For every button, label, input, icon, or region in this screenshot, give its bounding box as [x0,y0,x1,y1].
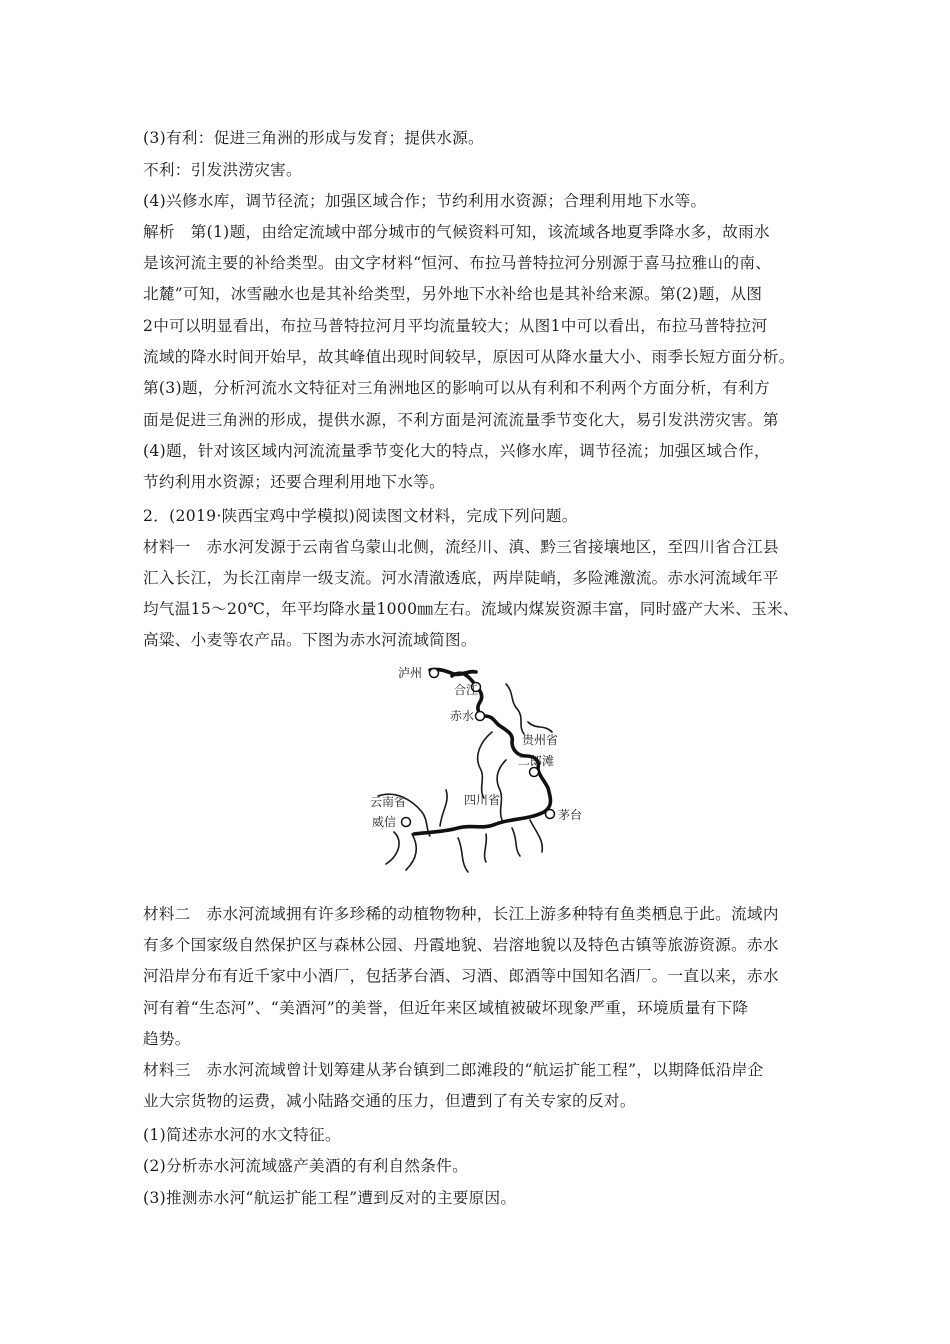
luzhou-marker [430,669,439,678]
tributary-line [458,838,468,872]
label-chishui: 赤水 [450,709,475,723]
text-line: 材料二 赤水河流域拥有许多珍稀的动植物物种，长江上游多种特有鱼类栖息于此。流域内 [143,905,779,923]
text-line: (4)题，针对该区域内河流流量季节变化大的特点，兴修水库，调节径流；加强区域合作， [143,442,770,460]
tributary-line [530,820,542,852]
text-line: (3)推测赤水河“航运扩能工程”遭到反对的主要原因。 [143,1189,517,1207]
text-line: 2．(2019·陕西宝鸡中学模拟)阅读图文材料，完成下列问题。 [143,507,578,525]
text-line: 汇入长江，为长江南岸一级支流。河水清澈透底，两岸陡峭，多险滩激流。赤水河流域年平 [143,569,779,587]
maotai-marker [546,810,555,819]
chishui-river-basin-map [368,664,600,882]
text-line: 河有着“生态河”、“美酒河”的美誉，但近年来区域植被破坏现象严重，环境质量有下降 [143,999,749,1017]
text-line: (4)兴修水库，调节径流；加强区域合作；节约利用水资源；合理利用地下水等。 [143,192,707,210]
text-line: 第(3)题，分析河流水文特征对三角洲地区的影响可以从有利和不利两个方面分析，有利方 [143,379,770,397]
text-line: 北麓”可知，冰雪融水也是其补给类型，另外地下水补给也是其补给来源。第(2)题，从图 [143,285,763,303]
tributary-line [497,760,506,820]
text-line: 材料三 赤水河流域曾计划筹建从茅台镇到二郎滩段的“航运扩能工程”，以期降低沿岸企 [143,1061,764,1079]
text-line: 流域的降水时间开始早，故其峰值出现时间较早，原因可从降水量大小、雨季长短方面分析。 [143,348,795,366]
text-line: 解析 第(1)题，由给定流域中部分城市的气候资料可知，该流域各地夏季降水多，故雨水 [143,223,770,241]
label-hejiang: 合江 [454,683,479,697]
tributary-line [528,722,552,732]
text-line: (3)有利：促进三角洲的形成与发育；提供水源。 [143,129,484,147]
chishui-marker [476,712,485,721]
river-map-svg [368,664,600,882]
text-line: 不利：引发洪涝灾害。 [143,161,302,179]
text-line: 趋势。 [143,1030,191,1048]
text-line: (2)分析赤水河流域盛产美酒的有利自然条件。 [143,1157,468,1175]
text-line: 是该河流主要的补给类型。由文字材料“恒河、布拉马普特拉河分别源于喜马拉雅山的南、 [143,254,772,272]
text-line: 节约利用水资源；还要合理利用地下水等。 [143,473,445,491]
text-line: 均气温15～20℃，年平均降水量1000㎜左右。流域内煤炭资源丰富，同时盛产大米、玉米、 [143,600,799,618]
tributary-line [512,828,520,856]
erlangtan-marker [530,768,539,777]
text-line: 高粱、小麦等农产品。下图为赤水河流域简图。 [143,631,477,649]
tributary-line [440,790,447,826]
text-line: 2中可以明显看出，布拉马普特拉河月平均流量较大；从图1中可以看出，布拉马普特拉河 [143,317,768,335]
label-sichuan: 四川省 [464,793,501,807]
tributary-line [478,732,492,798]
tributary-line [406,834,416,870]
text-line: 面是促进三角洲的形成，提供水源，不利方面是河流流量季节变化大，易引发洪涝灾害。第 [143,411,779,429]
label-luzhou: 泸州 [398,666,423,680]
label-yunnan: 云南省 [370,795,407,809]
label-guizhou: 贵州省 [522,733,559,747]
label-weixin: 威信 [372,815,397,829]
text-line: 河沿岸分布有近千家中小酒厂，包括茅台酒、习酒、郎酒等中国知名酒厂。一直以来，赤水 [143,967,779,985]
weixin-marker [402,818,411,827]
tributary-line [485,834,487,862]
text-line: 材料一 赤水河发源于云南省乌蒙山北侧，流经川、滇、黔三省接壤地区，至四川省合江县 [143,538,779,556]
tributary-line [386,832,399,864]
text-line: 有多个国家级自然保护区与森林公园、丹霞地貌、岩溶地貌以及特色古镇等旅游资源。赤水 [143,936,779,954]
text-line: 业大宗货物的运费，减小陆路交通的压力，但遭到了有关专家的反对。 [143,1092,636,1110]
label-maotai: 茅台 [558,808,583,822]
tributary-line [506,684,524,734]
text-line: (1)简述赤水河的水文特征。 [143,1126,341,1144]
label-erlangtan: 二郎滩 [518,754,555,768]
